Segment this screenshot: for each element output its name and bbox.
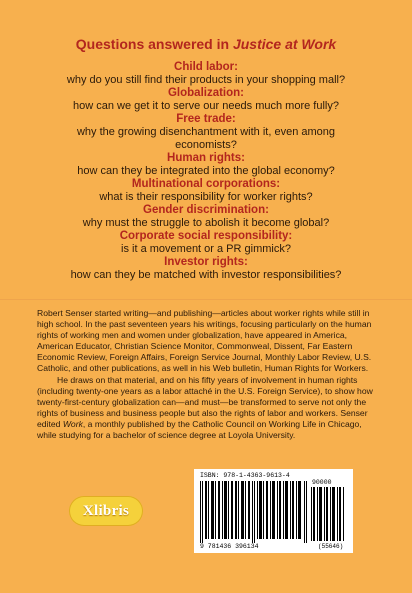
question-text: why the growing disenchantment with it, even among economists? [76, 126, 336, 151]
publication-name: Work [62, 418, 83, 429]
question-topic: Human rights: [167, 152, 245, 164]
question-topic: Investor rights: [164, 256, 248, 268]
cover-heading [0, 36, 412, 52]
barcode [194, 469, 353, 553]
question-item [20, 256, 392, 282]
question-text: is it a movement or a PR gimmick? [121, 243, 291, 255]
publisher-logo [69, 496, 143, 526]
section-divider [0, 299, 412, 300]
question-topic: Child labor: [174, 61, 238, 73]
bio-text: , a monthly published by the Catholic Council on Working Life in Chicago, while studying for a bachelor of science degree at Loyola University. [37, 418, 362, 441]
heading-prefix: Questions answered in [75, 36, 233, 52]
question-item [20, 61, 392, 87]
price-code: 90000 [312, 479, 332, 486]
question-item [20, 87, 392, 113]
barcode-bars-icon [200, 481, 308, 543]
question-text: why must the struggle to abolish it become global? [82, 217, 330, 229]
question-text: why do you still find their products in your shopping mall? [66, 74, 346, 86]
question-item [20, 113, 392, 152]
bio-paragraph-2 [37, 375, 377, 442]
question-topic: Corporate social responsibility: [119, 230, 293, 242]
book-title: Justice at Work [232, 36, 337, 52]
barcode-digits: 9 781436 396134 [200, 543, 259, 550]
bio-text: He draws on that material, and on his fifty years of involvement in human rights (including twenty-one years as a labor attaché in the U.S. Foreign Service), to show how twenty-first-century globalization can—and must—be transformed to serve not only the rights of business and business people but also the rights of labor and workers. Senser edited [37, 374, 373, 429]
question-item [20, 152, 392, 178]
isbn-label: ISBN: 978-1-4363-9613-4 [200, 472, 290, 479]
question-topic: Free trade: [176, 113, 236, 125]
bio-paragraph-1: Robert Senser started writing—and publishing—articles about worker rights while still in high school. In the past seventeen years his writings, focusing particularly on the human rights of working men and women under globalization, have appeared in America, American Educator, Christian Science Monitor, Commonweal, Dissent, Far Eastern Economic Review, Foreign Affairs, Foreign Service Journal, Monthly Labor Review, U.S. Catholic, and other publications, as well in his Web bulletin, Human Rights for Workers. [37, 308, 372, 374]
question-text: how can they be matched with investor responsibilities? [70, 269, 342, 281]
question-text: how can they be integrated into the global economy? [77, 165, 335, 177]
addon-barcode-icon [311, 487, 345, 541]
question-text: what is their responsibility for worker rights? [99, 191, 313, 203]
question-topic: Gender discrimination: [143, 204, 269, 216]
question-text: how can we get it to serve our needs much more fully? [73, 100, 339, 112]
question-item [20, 178, 392, 204]
question-topic: Globalization: [167, 87, 245, 99]
question-item [20, 230, 392, 256]
author-bio [37, 308, 377, 441]
questions-list [20, 61, 392, 282]
barcode-addon-digits: (55646) [318, 543, 344, 550]
publisher-logo-text: Xlibris [82, 502, 130, 519]
question-item [20, 204, 392, 230]
question-topic: Multinational corporations: [131, 178, 281, 190]
